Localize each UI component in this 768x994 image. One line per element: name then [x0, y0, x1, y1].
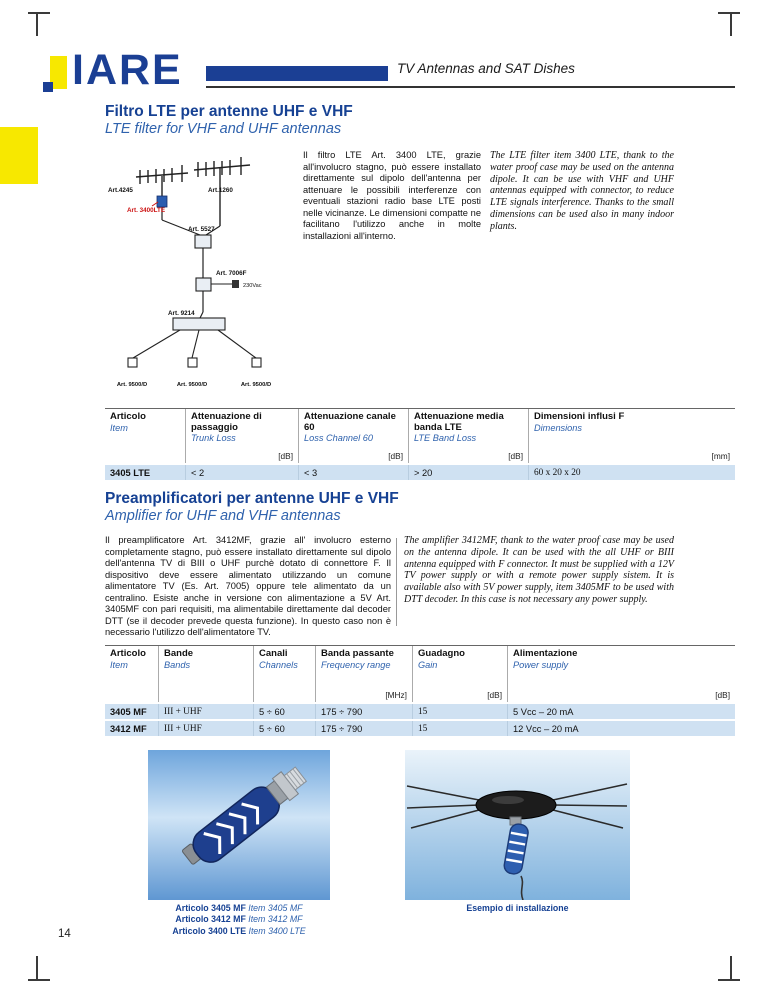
- cell-lte-band-loss: > 20: [408, 465, 528, 480]
- amp-spec-table: [105, 645, 735, 736]
- label-art-9214: Art. 9214: [168, 310, 195, 317]
- header-channels: Canali Channels: [253, 646, 315, 702]
- cell-item: 3405 LTE: [110, 467, 151, 478]
- amp-section-title-it: Preamplificatori per antenne UHF e VHF: [105, 490, 399, 507]
- header-rule: [206, 86, 735, 88]
- amp-body-english: The amplifier 3412MF, thank to the water proof case may be used on the antenna dipole. It can be used with the all UHF or BIII antenna equipped with F connector. It must be supplied with a 12V TV power supply or with a remote power supply sistem. It is available also with 5V power supply, item 3405MF to be used with DTT decoder. In this case is not necessary any power supply.: [404, 535, 674, 605]
- lte-table-header: [105, 409, 735, 463]
- cell-supply: 12 Vcc – 20 mA: [507, 721, 735, 736]
- cell-bands: III + UHF: [158, 721, 253, 736]
- outlet-box: [252, 358, 261, 367]
- crop-mark: [36, 12, 38, 36]
- header-lte-band-loss: Attenuazione media banda LTE LTE Band Loss [dB]: [408, 409, 528, 463]
- crop-mark: [730, 12, 732, 36]
- label-outlet-3: Art. 9500/D: [240, 382, 272, 388]
- installation-example-photo: [405, 750, 630, 900]
- header-loss-channel-60: Attenuazione canale 60 Loss Channel 60 [dB]: [298, 409, 408, 463]
- table-row: [105, 702, 735, 719]
- left-photo-captions: [148, 903, 330, 937]
- crop-mark: [36, 956, 38, 980]
- cell-loss-ch60: < 3: [298, 465, 408, 480]
- cell-bands: III + UHF: [158, 704, 253, 719]
- lte-spec-table: [105, 408, 735, 480]
- table-row: [105, 463, 735, 480]
- cell-item: 3412 MF: [110, 723, 147, 734]
- outlet-box: [128, 358, 137, 367]
- box-5527: [195, 235, 211, 248]
- lte-section-title-en: LTE filter for VHF and UHF antennas: [105, 121, 342, 137]
- header-articolo: Articolo Item: [110, 411, 146, 433]
- amplifier-product-photo: [148, 750, 330, 900]
- lte-body-english: The LTE filter item 3400 LTE, thank to the water proof case may be used on the antenna dipole. It can be use with VHF and UHF antennas equipped with connector, to reduce LTE signals interference. Thanks to the small dimensions can be used also in many indoor plants.: [490, 150, 674, 232]
- power-plug-icon: [232, 280, 239, 288]
- cell-range: 175 ÷ 790: [315, 704, 412, 719]
- amp-table-header: [105, 646, 735, 702]
- amp-section-title-en: Amplifier for UHF and VHF antennas: [105, 508, 341, 524]
- logo-blue-bar: [206, 66, 388, 81]
- label-art-7006f: Art. 7006F: [216, 270, 247, 277]
- crop-mark: [28, 12, 50, 14]
- caption-line: Articolo 3412 MF Item 3412 MF: [175, 914, 303, 925]
- coax-cable: [521, 876, 523, 900]
- column-divider: [396, 538, 397, 626]
- lte-installation-diagram: [100, 146, 300, 411]
- dipole-housing: [476, 791, 556, 819]
- cell-trunk-loss: < 2: [185, 465, 298, 480]
- header-articolo: Articolo Item: [110, 648, 146, 670]
- cell-range: 175 ÷ 790: [315, 721, 412, 736]
- dipole-highlight: [492, 796, 524, 804]
- cell-supply: 5 Vcc – 20 mA: [507, 704, 735, 719]
- page-number: 14: [58, 928, 71, 940]
- iare-logo: IARE: [72, 46, 183, 94]
- logo-blue-square: [43, 82, 53, 92]
- lte-section-title-it: Filtro LTE per antenne UHF e VHF: [105, 103, 353, 120]
- cell-dimensions: 60 x 20 x 20: [528, 465, 735, 480]
- splitter-9214: [173, 318, 225, 330]
- header-trunk-loss: Attenuazione di passaggio Trunk Loss [dB]: [185, 409, 298, 463]
- right-photo-caption: Esempio di installazione: [466, 903, 569, 913]
- crop-mark: [730, 956, 732, 980]
- yagi-antenna-left: [136, 165, 188, 196]
- header-power-supply: Alimentazione Power supply [dB]: [507, 646, 735, 702]
- cell-gain: 15: [412, 704, 507, 719]
- header-title: TV Antennas and SAT Dishes: [397, 61, 575, 76]
- label-230vac: 230Vac: [243, 283, 262, 289]
- label-art-3400lte: Art. 3400LTE: [127, 207, 166, 214]
- header-dimensions: Dimensioni influsi F Dimensions [mm]: [528, 409, 735, 463]
- lte-filter-box: [157, 196, 167, 207]
- table-row: [105, 719, 735, 736]
- header-gain: Guadagno Gain [dB]: [412, 646, 507, 702]
- cell-channels: 5 ÷ 60: [253, 704, 315, 719]
- label-outlet-2: Art. 9500/D: [176, 382, 208, 388]
- amp-body-italian: Il preamplificatore Art. 3412MF, grazie all' involucro esterno completamente stagno, può essere installato direttamente sul dipolo dell'antenna TV di BIII o UHF purchè dotato di connettore F. Il dispositivo deve essere alimentato utilizzando un comune alimentatore TV (Es. Art. 7005) oppure tele alimentato da un centralino. Esiste anche in versione con alimentazione a 5V Art. 3405MF con pari requisiti, ma alimentabile direttamente dal decoder DTT (se il decoder prevede questa funzione). In questo caso non è necessario l'utilizzo dell'alimentatore TV.: [105, 535, 391, 638]
- cell-gain: 15: [412, 721, 507, 736]
- label-art-5527: Art. 5527: [188, 226, 215, 233]
- label-outlet-1: Art. 9500/D: [116, 382, 148, 388]
- lte-body-italian: Il filtro LTE Art. 3400 LTE, grazie all'involucro stagno, può essere installato direttamente sul dipolo dell'antenna per attenuare le possibili interferenze con eventuali stazioni radio base LTE posti nelle vicinanze. Le dimensioni compatte ne facilitano l'utilizzo anche in molte installazioni all'interno.: [303, 150, 481, 241]
- yellow-accent-block: [0, 127, 38, 184]
- crop-mark: [718, 979, 740, 981]
- caption-line: Articolo 3400 LTE Item 3400 LTE: [172, 925, 306, 936]
- label-art-4245: Art.4245: [108, 187, 133, 194]
- crop-mark: [28, 979, 50, 981]
- cable-line: [200, 312, 203, 318]
- label-art-1260: Art.1260: [208, 187, 233, 194]
- box-7006f: [196, 278, 211, 291]
- cell-item: 3405 MF: [110, 706, 147, 717]
- header-bands: Bande Bands: [158, 646, 253, 702]
- header-frequency-range: Banda passante Frequency range [MHz]: [315, 646, 412, 702]
- drop-lines: [133, 330, 256, 358]
- outlet-box: [188, 358, 197, 367]
- caption-line: Articolo 3405 MF Item 3405 MF: [175, 903, 303, 913]
- crop-mark: [718, 12, 740, 14]
- cell-channels: 5 ÷ 60: [253, 721, 315, 736]
